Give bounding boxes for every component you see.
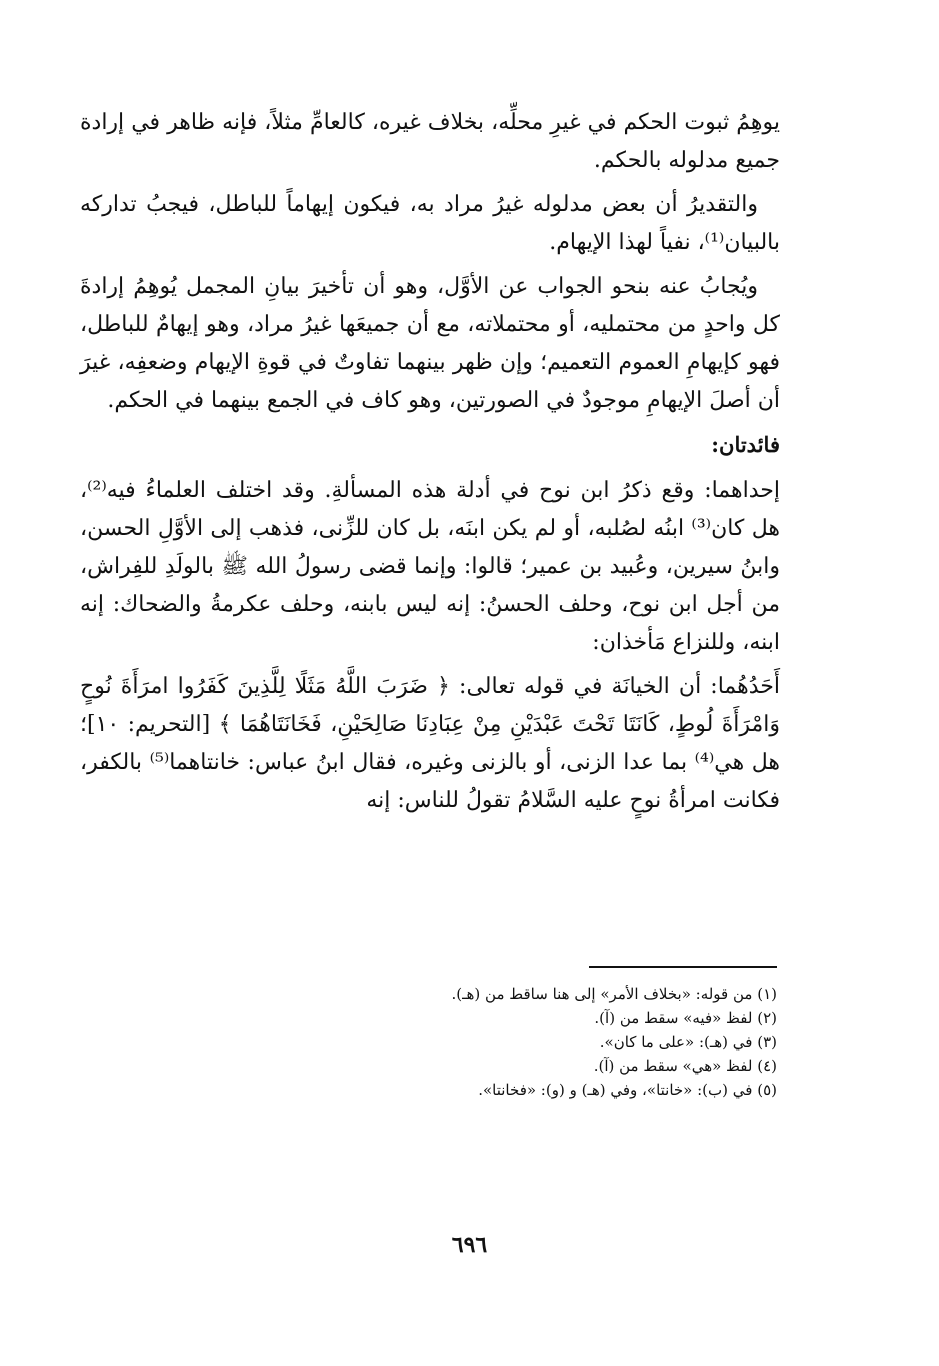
main-text-block (80, 104, 780, 826)
footnote-item: (٣) في (هـ): «على ما كان». (599, 1033, 777, 1051)
paragraph: يوهِمُ ثبوت الحكم في غيرِ محلِّه، بخلاف غيره، كالعامِّ مثلاً، فإنه ظاهر في إرادة جميع مدلوله بالحكم. (80, 110, 780, 173)
paragraph: ويُجابُ عنه بنحو الجواب عن الأوَّل، وهو أن تأخيرَ بيانِ المجمل يُوهِمُ إرادةَ كل واحدٍ من محتمليه، أو محتملاته، مع أن جميعَها غيرُ مراد، وهو إيهامٌ للباطل، فهو كإيهامِ العموم التعميم؛ وإن ظهر بينهما تفاوتٌ في قوةِ الإيهام وضعفِه، غيرَ أن أصلَ الإيهامِ موجودٌ في الصورتين، وهو كاف في الجمع بينهما في الحكم. (80, 274, 780, 413)
footnote-item: (١) من قوله: «بخلاف الأمر» إلى هنا ساقط من (هـ). (451, 985, 777, 1003)
footnote-item: (٢) لفظ «فيه» سقط من (آ). (594, 1009, 777, 1027)
footnote-divider (589, 966, 777, 968)
footnotes-list (177, 982, 777, 1102)
section-heading: فائدتان: (711, 432, 780, 457)
footnote-item: (٥) في (ب): «خانتا»، وفي (هـ) و (و): «فخانتا». (478, 1081, 777, 1099)
footnote-item: (٤) لفظ «هي» سقط من (آ). (593, 1057, 777, 1075)
page-number: ٦٩٦ (451, 1232, 488, 1258)
paragraph: والتقديرُ أن بعض مدلوله غيرُ مراد به، فيكون إيهاماً للباطل، فيجبُ تداركه بالبيان⁽¹⁾، نفياً لهذا الإيهام. (80, 192, 780, 255)
paragraph: إحداهما: وقع ذكرُ ابن نوح في أدلة هذه المسألةِ. وقد اختلف العلماءُ فيه⁽²⁾، هل كان⁽³⁾ ابنُه لصُلبه، أو لم يكن ابنَه، بل كان للزِّنى، فذهب إلى الأوَّلِ الحسن، وابنُ سيرين، وعُبيد بن عمير؛ قالوا: وإنما قضى رسولُ الله ﷺ بالولَدِ للفِراش، من أجل ابن نوح، وحلف الحسنُ: إنه ليس بابنه، وحلف عكرمةُ والضحاك: إنه ابنه، وللنزاع مَأخذان: (80, 478, 781, 655)
body-text (80, 104, 780, 820)
paragraph: أَحَدُهُما: أن الخيانَة في قوله تعالى: ﴿ ضَرَبَ اللَّهُ مَثَلًا لِلَّذِينَ كَفَرُوا امرَأَةَ نُوحٍ وَامْرَأَةَ لُوطٍ، كَانَتَا تَحْتَ عَبْدَيْنِ مِنْ عِبَادِنَا صَالِحَيْنِ، فَخَانَتَاهُمَا ﴾ [التحريم: ١٠]؛ هل هي⁽⁴⁾ بما عدا الزنى، أو بالزنى وغيره، فقال ابنُ عباس: خانتاهما⁽⁵⁾ بالكفر، فكانت امرأةُ نوحٍ عليه السَّلامُ تقولُ للناس: إنه (80, 674, 780, 813)
